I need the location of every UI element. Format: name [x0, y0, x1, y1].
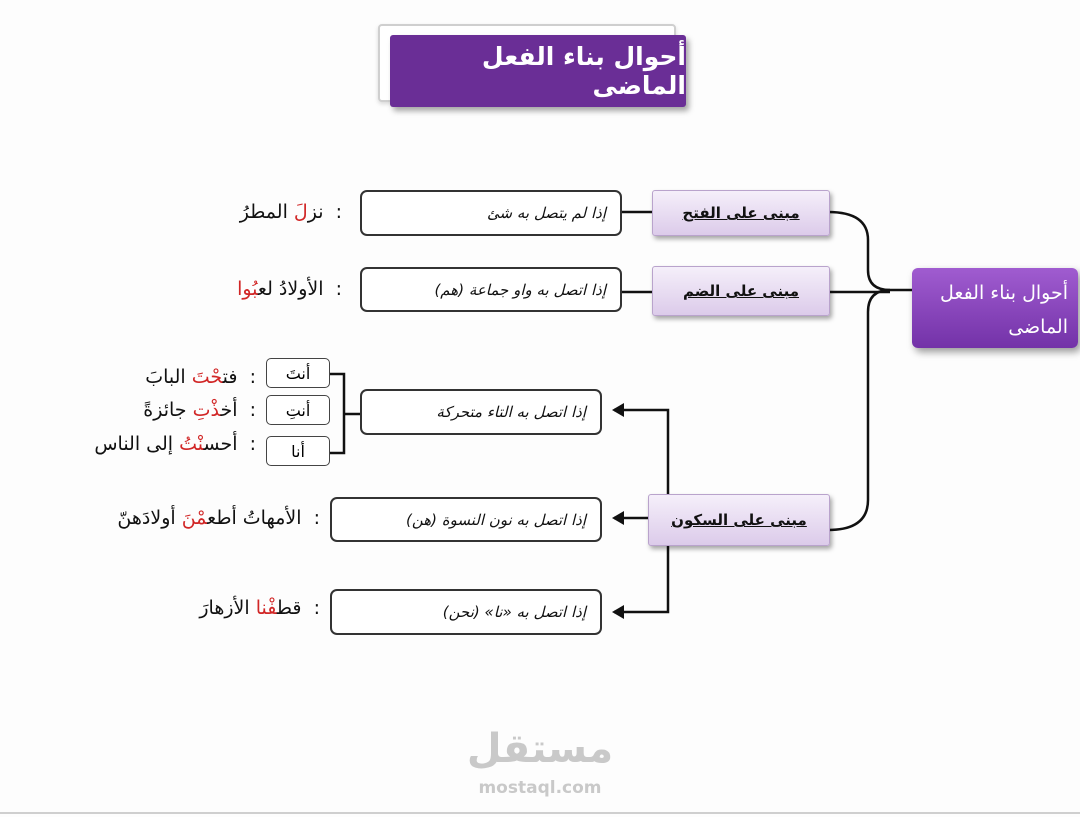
- condition-niswa: إذا اتصل به نون النسوة (هن): [330, 497, 602, 542]
- bottom-divider: [0, 812, 1080, 814]
- condition-taa: إذا اتصل به التاء متحركة: [360, 389, 602, 435]
- diagram-title: أحوال بناء الفعل الماضى: [390, 35, 686, 107]
- example-fath: : نزلَ المطرُ: [239, 201, 342, 223]
- pronoun-anti: أنتِ: [266, 395, 330, 425]
- pronoun-anta: أنتَ: [266, 358, 330, 388]
- condition-fath: إذا لم يتصل به شئ: [360, 190, 622, 236]
- example-damm: : الأولادُ لعبُوا: [237, 278, 342, 300]
- condition-naa: إذا اتصل به «نا» (نحن): [330, 589, 602, 635]
- example-naa: : قطفْنا الأزهارَ: [199, 597, 320, 619]
- pronoun-ana: أنا: [266, 436, 330, 466]
- watermark-url: mostaql.com: [478, 778, 602, 798]
- root-node: [912, 268, 1078, 348]
- root-node-line2: الماضى: [1008, 316, 1068, 338]
- example-taa-ana: : أحسنْتُ إلى الناس: [94, 433, 256, 455]
- root-node-line1: أحوال بناء الفعل: [940, 282, 1068, 304]
- category-sukun: مبنى على السكون: [648, 494, 830, 546]
- category-damm: مبنى على الضم: [652, 266, 830, 316]
- watermark-logo: مستقل: [466, 726, 614, 772]
- example-taa-anti: : أخذْتِ جائزةً: [143, 399, 256, 421]
- category-fath: مبنى على الفتح: [652, 190, 830, 236]
- condition-damm: إذا اتصل به واو جماعة (هم): [360, 267, 622, 312]
- example-niswa: : الأمهاتُ أطعمْنَ أولادَهنّ: [117, 507, 320, 529]
- example-taa-anta: : فتحْتَ البابَ: [145, 366, 256, 388]
